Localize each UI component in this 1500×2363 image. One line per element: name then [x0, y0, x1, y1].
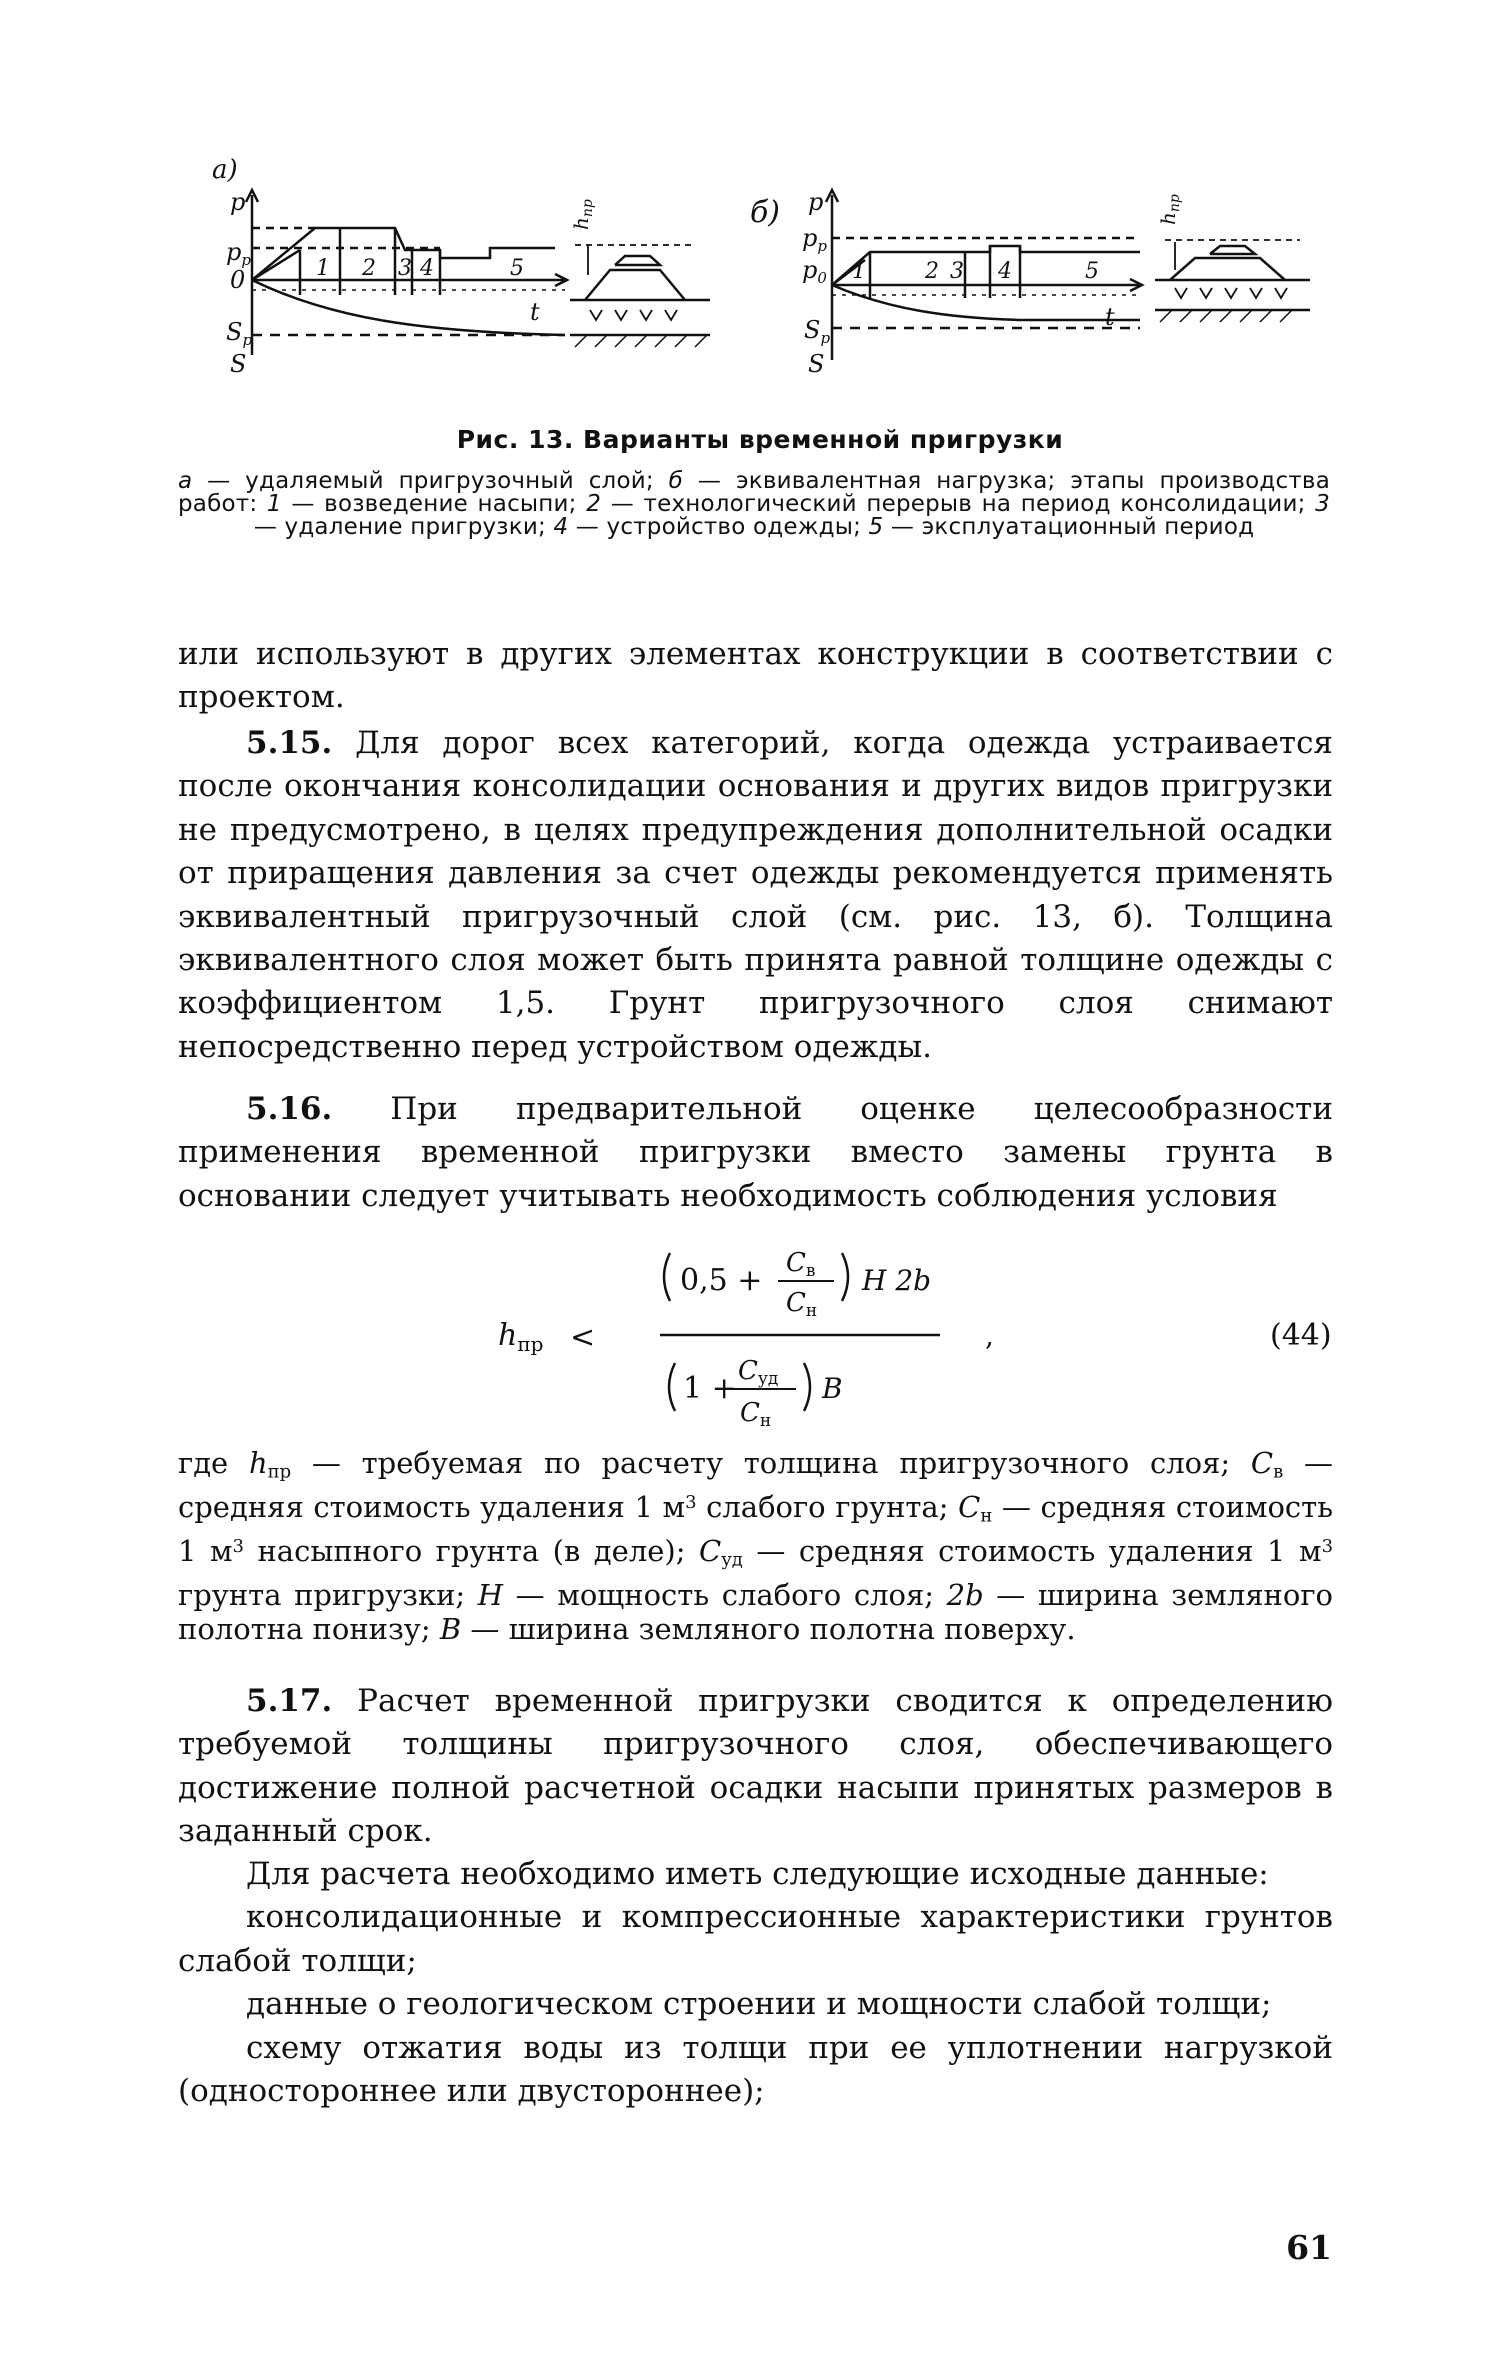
figure-13 — [190, 150, 1350, 410]
figure-13-diagrams — [190, 150, 1350, 410]
diagram-a-stage-5: 5 — [510, 256, 524, 281]
page-number: 61 — [1286, 2228, 1332, 2267]
diagram-b-p0-label: $p_0$ — [802, 256, 827, 287]
diagram-b-p-label: p — [808, 188, 824, 216]
diagram-b-label: б) — [750, 195, 781, 230]
diagram-b-settlement-curve — [832, 285, 1140, 320]
formula-one-plus: 1 + — [683, 1371, 737, 1406]
diagram-a-s-label: S — [230, 350, 247, 378]
figure-caption-body: а — удаляемый пригрузочный слой; б — эквивалентная нагрузка; этапы производства работ: 1 — возведение насыпи; 2 — технологический перерыв на период консолидации; 3 — удаление пригрузки; 4 — устройство одежды; 5 — эксплуатационный период — [178, 468, 1330, 540]
formula-lhs: $h_{пр}$ — [498, 1318, 544, 1356]
paragraph-5-15 — [178, 722, 1333, 1069]
diagram-a-label: а) — [212, 155, 238, 185]
diagram-b-t-label: t — [1105, 303, 1115, 331]
diagram-b-sp-label: $S_p$ — [804, 316, 831, 347]
diagram-a-sp-label: $S_p$ — [226, 318, 253, 349]
diagram-a-ramp-line — [252, 250, 300, 280]
diagram-a — [212, 155, 710, 378]
diagram-a-stage-3: 3 — [398, 256, 412, 281]
formula-44 — [470, 1235, 1350, 1435]
diagram-b-embankment-section — [1155, 194, 1310, 322]
section-number: 5.15. — [246, 725, 333, 761]
formula-number: (44) — [1270, 1318, 1332, 1353]
diagram-b-h-label: $h_{пр}$ — [1156, 194, 1183, 225]
list-intro: Для расчета необходимо иметь следующие исходные данные: — [246, 1856, 1269, 1892]
paragraph-continuation — [178, 633, 1333, 720]
diagram-a-embankment-section — [569, 199, 710, 347]
diagram-a-p-label: p — [230, 188, 246, 216]
formula-44-render — [470, 1235, 1350, 1435]
formula-const: 0,5 + — [680, 1263, 763, 1298]
paragraph-text: Расчет временной пригрузки сводится к определению требуемой толщины пригрузочного слоя, обеспечивающего достижение полной расчетной осадки насыпи принятых размеров в заданный срок. — [178, 1683, 1333, 1850]
definitions-text: где $h_{пр}$ — требуемая по расчету толщина пригрузочного слоя; $C_в$ — средняя стоимость удаления 1 $м^3$ слабого грунта; $C_н$ — средняя стоимость 1 $м^3$ насыпного грунта (в деле); $C_{уд}$ — средняя стоимость удаления 1 $м^3$ грунта пригрузки; H — мощность слабого слоя; 2b — ширина земляного полотна понизу; B — ширина земляного полотна поверху. — [178, 1446, 1334, 1647]
diagram-a-stage-4: 4 — [420, 256, 434, 281]
list-item: схему отжатия воды из толщи при ее уплотнении нагрузкой (одностороннее или двустороннее); — [178, 2029, 1333, 2110]
input-data-list — [178, 1853, 1333, 2113]
diagram-b-stage-5: 5 — [1085, 259, 1099, 284]
diagram-a-t-label: t — [530, 298, 540, 326]
diagram-b-stage-3: 3 — [950, 259, 964, 284]
formula-comma: , — [985, 1319, 994, 1352]
diagram-b-pp-label: $p_p$ — [802, 224, 827, 255]
paragraph-text: Для дорог всех категорий, когда одежда устраивается после окончания консолидации основания и других видов пригрузки не предусмотрено, в целях предупреждения дополнительной осадки от приращения давления за счет одежды рекомендуется применять эквивалентный пригрузочный слой (см. рис. 13, б). Толщина эквивалентного слоя может быть принята равной толщине одежды с коэффициентом 1,5. Грунт пригрузочного слоя снимают непосредственно перед устройством одежды. — [178, 725, 1333, 1065]
formula-less-than: < — [570, 1320, 596, 1355]
section-number: 5.16. — [246, 1091, 333, 1127]
formula-cv: Cв — [786, 1248, 816, 1281]
paragraph-5-17 — [178, 1680, 1333, 1854]
paragraph-text: При предварительной оценке целесообразности применения временной пригрузки вместо замены грунта в основании следует учитывать необходимость соблюдения условия — [178, 1091, 1333, 1214]
paragraph-text: или используют в других элементах конструкции в соответствии с проектом. — [178, 636, 1333, 716]
paragraph-5-16 — [178, 1088, 1333, 1218]
diagram-a-pp-label: $p_p$ — [226, 238, 251, 269]
diagram-a-h-label: $h_{пр}$ — [569, 199, 596, 230]
diagram-b-stage-2: 2 — [925, 259, 939, 284]
list-item: консолидационные и компрессионные характеристики грунтов слабой толщи; — [178, 1899, 1333, 1979]
diagram-b-s-label: S — [808, 350, 825, 378]
formula-h2b: H 2b — [862, 1264, 932, 1297]
diagram-b-stage-4: 4 — [998, 259, 1012, 284]
diagram-b-stage-1: 1 — [852, 259, 866, 284]
diagram-a-stage-1: 1 — [316, 256, 330, 281]
diagram-a-stage-2: 2 — [362, 256, 376, 281]
section-number: 5.17. — [246, 1683, 333, 1719]
formula-b: B — [822, 1372, 843, 1405]
list-item: данные о геологическом строении и мощности слабой толщи; — [246, 1986, 1272, 2023]
figure-caption-title: Рис. 13. Варианты временной пригрузки — [456, 425, 1064, 454]
formula-definitions — [178, 1446, 1333, 1647]
formula-cn: Cн — [786, 1288, 818, 1321]
formula-cn2: Cн — [740, 1398, 772, 1431]
diagram-b — [750, 188, 1310, 378]
diagram-a-zero-label: 0 — [230, 266, 246, 294]
formula-cud: Cуд — [738, 1356, 779, 1389]
